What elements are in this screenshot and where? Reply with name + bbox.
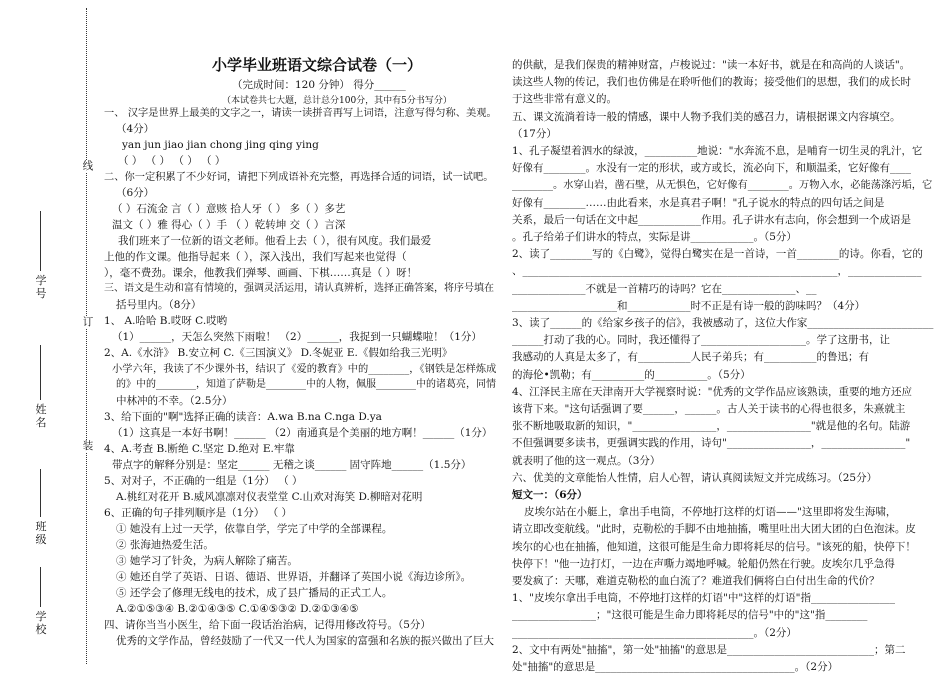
right-line: 埃尔的心也在抽搐，他知道，这很可能是生命力即将耗尽的信号。"该死的船，快停下！: [512, 540, 916, 553]
left-line: 上他的作文课。他指导起来（ ），深入浅出，我们写起来也觉得（: [104, 251, 407, 263]
right-line: ____________________和____________时不正是有诗一般的韵味吗？（4分）: [512, 299, 866, 312]
right-line: ______________不就是一首精巧的诗吗？它在______________、__: [512, 282, 817, 295]
right-line: ________________；"这很可能是生命力即将耗尽的信号"中的"这"指________: [512, 609, 868, 622]
left-line: 带点字的解释分别是：坚定______ 无稽之谈______ 固守阵地______（1.5分）: [112, 459, 472, 471]
right-line: ______________________________________________。（2分）: [512, 626, 797, 639]
name-label: 姓名: [35, 403, 47, 429]
right-line: 的海伦•凯勒；有__________的__________。（5分）: [512, 368, 751, 381]
left-line: 一、 汉字是世界上最美的文字之一，请读一读拼音再写上词语，注意写得匀称、美观。: [104, 107, 497, 119]
right-line: 好像有________……由此看来，水是真君子啊！"孔子说水的特点的四句话之间是: [512, 196, 885, 209]
left-line: 四、请你当当小医生，给下面一段话治治病，记得用修改符号。（5分）: [104, 619, 431, 631]
right-line: 关系，最后一句话在文中起____________作用。孔子讲水有志向，你会想到一个成语是: [512, 213, 911, 226]
right-line: （17分）: [512, 127, 557, 140]
right-line: 五、课文流淌着诗一般的情感，课中人物予我们美的感召力，请根据课文内容填空。: [512, 110, 901, 123]
left-line: （ ） （ ） （ ） （ ）: [118, 155, 226, 167]
class-label: 班级: [35, 520, 47, 546]
left-line: （1）______，天怎么突然下雨啦！ （2）______，我捉到一只蝴蝶啦！（1分）: [112, 331, 482, 343]
left-line: （6分）: [116, 187, 155, 199]
right-line: 好像有________。水没有一定的形状，或方或长，流必向下，和顺温柔，它好像有____: [512, 162, 911, 175]
left-line: （4分）: [116, 123, 155, 135]
binding-mark-order: 订: [82, 316, 94, 328]
right-line: 张不断地吸取新的知识，"________________，________________"就是他的名句。陆游: [512, 420, 911, 433]
school-label: 学校: [35, 610, 47, 636]
left-line: A.②①⑤③④ B.②①④③⑤ C.①④⑤③② D.②①③④⑤: [116, 603, 359, 615]
student-id-label: 学号: [35, 274, 47, 300]
right-line: 、____________________________________________________________，______________: [512, 265, 922, 278]
right-line: 该背下来。"这句话强调了要______，______。古人关于读书的心得也很多，朱熹就主: [512, 403, 906, 415]
right-line: 快停下！"他一边打灯，一边在声嘶力竭地呼喊。轮船仍然在行驶。皮埃尔几乎急得: [512, 557, 895, 570]
right-line: ______打动了我的心。同时，我还懂得了____________________。学了这册书，让: [512, 334, 890, 347]
left-line: ④ 她还自学了英语、日语、德语、世界语，并翻译了英国小说《海边诊所》。: [116, 571, 472, 583]
right-line: 六、优美的文章能怡人性情，启人心智，请认真阅读短文并完成练习。（25分）: [512, 471, 878, 484]
left-line: 4、A.考查 B.断绝 C.坚定 D.绝对 E.牢靠: [104, 443, 295, 455]
right-line: 处"抽搐"的意思是______________________________________。（2分）: [512, 661, 839, 673]
right-line: 于这些非常有意义的。: [512, 93, 617, 106]
school-field[interactable]: [34, 564, 48, 636]
left-line: ⑤ 还学会了修理无线电的技术，成了县广播局的正式工人。: [116, 587, 393, 599]
binding-dotted-line: [86, 8, 87, 664]
left-line: ① 她没有上过一天学，依靠自学，学完了中学的全部课程。: [116, 523, 393, 535]
right-line: 就表明了他的这一观点。（3分）: [512, 454, 661, 467]
name-field[interactable]: [34, 342, 48, 429]
left-line: 二、你一定积累了不少好词，请把下列成语补充完整，再选择合适的词语，试一试吧。: [104, 171, 494, 183]
binding-mark-pack: 装: [82, 440, 94, 452]
right-line: 要发疯了：天哪，难道克勒松的血白流了？难道我们俩将白白付出生命的代价？: [512, 575, 880, 587]
right-line: 的供献，是我们保贵的精神财富，卢梭说过："读一本好书，就是在和高尚的人谈话"。: [512, 59, 911, 71]
right-line: 1、孔子凝望着泗水的绿波，__________地说："水奔流不息，是哺育一切生灵的乳汁，它: [512, 145, 923, 157]
exam-title: 小学毕业班语文综合试卷（一）: [212, 56, 423, 74]
left-line: （ ）石流金 言（ ）意赅 拾人牙（ ） 多（ ）多艺: [112, 203, 346, 215]
left-line: 的》中的________，知道了萨勒是________中的人物，佩服________中的诸葛亮，同情: [116, 379, 496, 390]
left-line: 5、对对子，不正确的一组是（1分） （ ）: [104, 475, 303, 487]
left-line: 1、 A.哈哈 B.哎呀 C.哎哟: [104, 315, 228, 327]
left-line: 3、给下面的"啊"选择正确的读音：A.wa B.na C.nga D.ya: [104, 411, 382, 423]
binding-margin: [0, 0, 100, 672]
right-line: 1、"皮埃尔拿出手电筒，不停地打这样的灯语"中"这样的灯语"指________________: [512, 592, 895, 605]
left-line: yan jun jiao jian chong jing qing ying: [122, 139, 319, 151]
right-line: 皮埃尔站在小艇上，拿出手电筒，不停地打这样的灯语——"这里即将发生海啸，: [524, 506, 897, 519]
right-line: 4、江泽民主席在天津南开大学视察时说："优秀的文学作品应该熟读，重要的地方还应: [512, 385, 913, 398]
binding-mark-line: 线: [82, 160, 94, 172]
left-line: A.桃红对花开 B.威风凛凛对仪表堂堂 C.山欢对海笑 D.柳暗对花明: [116, 491, 423, 503]
right-line: 2、读了________写的《白鹭》，觉得白鹭实在是一首诗，一首________的诗。你看，它的: [512, 248, 923, 261]
left-line: 小学六年，我读了不少课外书，结识了《爱的教育》中的________，《钢铁是怎样炼成: [112, 363, 497, 375]
right-line: 。孔子给弟子们讲水的特点，实际是讲____________。（5分）: [512, 231, 797, 243]
left-line: 优秀的文学作品，曾经鼓励了一代又一代人为国家的富强和名族的振兴做出了巨大: [116, 635, 494, 647]
student-id-field[interactable]: [34, 208, 48, 300]
left-line: ② 张海迪热爱生活。: [116, 539, 214, 551]
left-line: ），毫不费劲。课余，他教我们弹琴、画画、下棋……真是（ ）呀！: [104, 267, 418, 279]
right-line: 我感动的人真是太多了，有__________人民子弟兵；有__________的鲁迅；有: [512, 351, 869, 364]
left-line: 6、正确的句子排列顺序是（1分） （ ）: [104, 507, 293, 519]
left-line: 括号里内。（8分）: [116, 299, 202, 311]
left-line: 中林冲的不幸。（2.5分）: [116, 395, 233, 407]
right-line: 3、读了______的《给家乡孩子的信》，我被感动了，这位大作家________________________: [512, 317, 934, 329]
right-line: ________。水穿山岩，凿石壁，从无惧色，它好像有________。万物入水，必能荡涤污垢，它: [512, 179, 933, 192]
left-line: （1）这真是一本好书啊！______ （2）南通真是个美丽的地方啊！______（1分）: [112, 427, 493, 439]
left-line: 2、A.《水浒》 B.安立柯 C.《三国演义》 D.冬妮亚 E.《假如给我三光明》: [104, 347, 453, 359]
left-line: 我们班来了一位新的语文老师。他看上去（ ），很有风度。我们最爱: [118, 235, 432, 247]
exam-note: （本试卷共七大题，总计总分100分，其中有5分书写分）: [222, 96, 452, 106]
right-line: 2、文中有两处"抽搐"，第一处"抽搐"的意思是____________________________；第二: [512, 643, 906, 656]
right-line: 读这些人物的传记，我们也仿佛是在聆听他们的教诲；接受他们的思想，我们的成长时: [512, 76, 911, 89]
left-line: 温文（ ）雅 得心（ ）手 （ ）乾转坤 交（ ）言深: [112, 219, 346, 231]
passage-heading: 短文一：（6分）: [512, 489, 588, 501]
left-line: ③ 她学习了针灸，为病人解除了痛苦。: [116, 555, 298, 567]
right-line: 不但强调要多读书，更强调实践的作用，诗句"________________，________________": [512, 437, 911, 450]
right-line: 请立即改变航线。"此时，克勒松的手脚不由地抽搐，嘴里吐出大团大团的白色泡沫。皮: [512, 523, 916, 536]
time-score-line: （完成时间：120 分钟） 得分______: [232, 79, 406, 91]
class-field[interactable]: [34, 466, 48, 546]
left-line: 三、语文是生动和富有情境的，强调灵活运用，请认真辨析，选择正确答案，将序号填在: [104, 283, 494, 294]
